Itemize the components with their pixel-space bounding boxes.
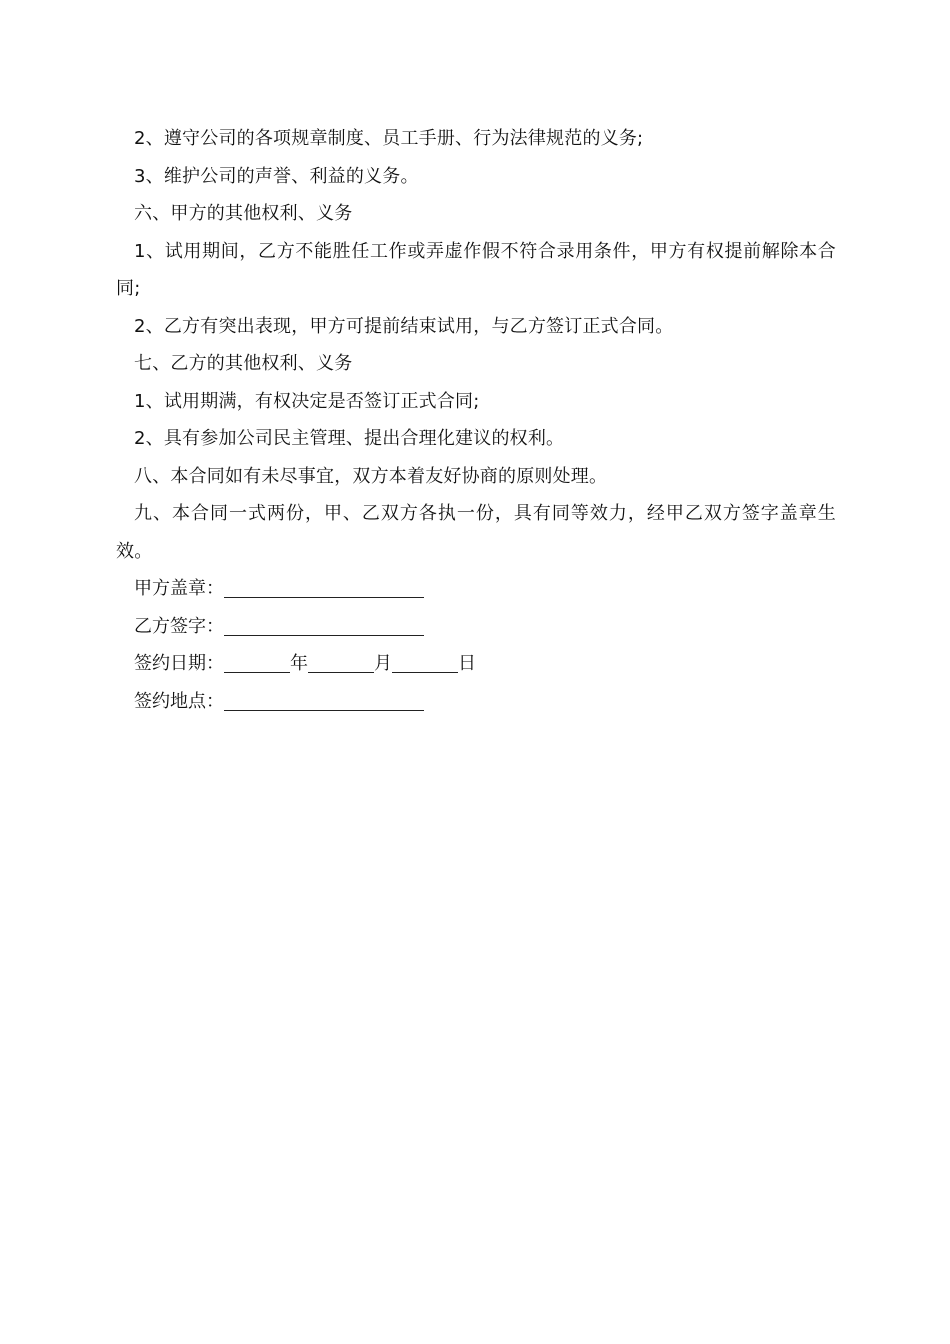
month-label: 月 <box>374 653 392 674</box>
section-heading: 六、甲方的其他权利、义务 <box>134 203 353 224</box>
sign-place-blank[interactable] <box>224 684 424 711</box>
section-heading: 七、乙方的其他权利、义务 <box>134 353 353 374</box>
clause-paragraph: 1、试用期间，乙方不能胜任工作或弄虚作假不符合录用条件，甲方有权提前解除本合同; <box>116 240 836 299</box>
clause-paragraph: 2、乙方有突出表现，甲方可提前结束试用，与乙方签订正式合同。 <box>134 315 674 337</box>
sign-place-label: 签约地点： <box>134 690 224 712</box>
section-heading: 八、本合同如有未尽事宜，双方本着友好协商的原则处理。 <box>134 465 608 487</box>
sign-place-line <box>116 683 836 721</box>
party-b-sign-blank[interactable] <box>224 609 424 636</box>
clause-paragraph: 2、具有参加公司民主管理、提出合理化建议的权利。 <box>134 428 565 449</box>
clause-paragraph: 3、维护公司的声誉、利益的义务。 <box>134 165 419 187</box>
party-a-seal-line <box>116 570 836 608</box>
party-a-seal-label: 甲方盖章： <box>134 578 224 599</box>
sign-date-label: 签约日期： <box>134 653 224 674</box>
day-blank[interactable] <box>392 646 458 673</box>
section-heading: 九、本合同一式两份，甲、乙双方各执一份，具有同等效力，经甲乙双方签字盖章生效。 <box>116 503 836 562</box>
year-blank[interactable] <box>224 646 290 673</box>
document-body <box>116 120 836 720</box>
party-a-seal-blank[interactable] <box>224 571 424 598</box>
sign-date-line <box>116 645 836 683</box>
clause-paragraph: 2、遵守公司的各项规章制度、员工手册、行为法律规范的义务; <box>134 128 644 149</box>
party-b-sign-line <box>116 608 836 646</box>
party-b-sign-label: 乙方签字： <box>134 615 224 637</box>
month-blank[interactable] <box>308 646 374 673</box>
year-label: 年 <box>290 653 308 674</box>
day-label: 日 <box>458 653 476 674</box>
clause-paragraph: 1、试用期满，有权决定是否签订正式合同; <box>134 390 480 412</box>
